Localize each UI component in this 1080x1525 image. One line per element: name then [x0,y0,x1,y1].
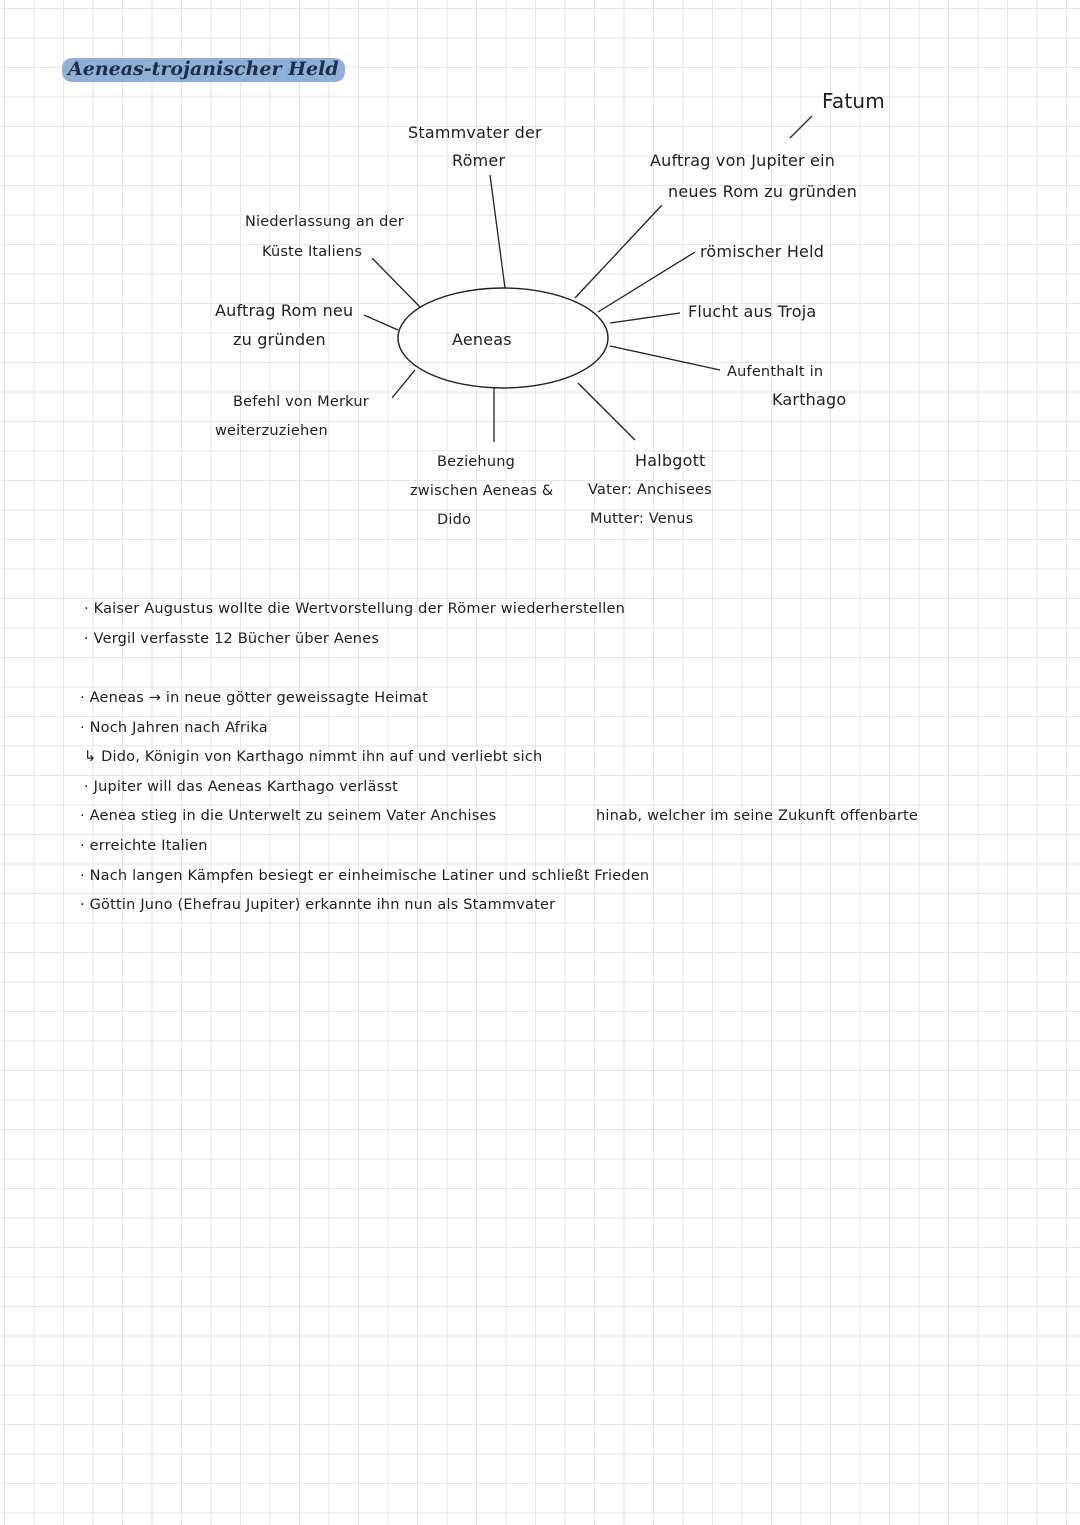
node-halbgott-2: Vater: Anchisees [588,482,712,498]
node-befehl-1: Befehl von Merkur [233,394,369,410]
page-title: Aeneas-trojanischer Held [62,58,345,82]
node-aufenthalt-2: Karthago [772,390,847,409]
node-beziehung-2: zwischen Aeneas & [410,483,554,499]
line-aufenthalt [610,346,720,370]
note-line-6: · erreichte Italien [80,838,208,854]
node-befehl-2: weiterzuziehen [215,423,328,439]
node-auftrag-rom-2: zu gründen [233,330,326,349]
node-flucht: Flucht aus Troja [688,302,817,321]
line-roemischer-held [598,252,695,312]
line-halbgott [578,383,635,440]
node-stammvater-2: Römer [452,151,506,170]
note-line-7: · Nach langen Kämpfen besiegt er einheimische Latiner und schließt Frieden [80,868,650,884]
node-beziehung-1: Beziehung [437,454,516,470]
line-auftrag-rom [364,315,398,330]
node-halbgott-3: Mutter: Venus [590,511,694,527]
node-center: Aeneas [452,330,512,349]
line-stammvater [490,175,505,288]
note-line-8: · Göttin Juno (Ehefrau Jupiter) erkannte ihn nun als Stammvater [80,897,556,913]
line-flucht [610,313,680,323]
note-line-3: ↳ Dido, Königin von Karthago nimmt ihn auf und verliebt sich [84,749,543,765]
node-niederlassung-2: Küste Italiens [262,244,363,260]
note-line-4: · Jupiter will das Aeneas Karthago verlässt [84,779,398,795]
node-aufenthalt-1: Aufenthalt in [727,364,824,380]
node-stammvater-1: Stammvater der [408,123,542,142]
node-niederlassung-1: Niederlassung an der [245,214,404,230]
line-befehl [392,370,415,398]
line-auftrag-jupiter [575,205,662,298]
node-halbgott-1: Halbgott [635,451,706,470]
node-beziehung-3: Dido [437,512,472,528]
note-line-1: · Aeneas → in neue götter geweissagte Heimat [80,690,429,706]
note-vergil: · Vergil verfasste 12 Bücher über Aenes [84,631,380,647]
line-fatum [790,116,812,138]
node-roemischer-held: römischer Held [700,242,825,261]
node-auftrag-jupiter-1: Auftrag von Jupiter ein [650,151,836,170]
note-line-2: · Noch Jahren nach Afrika [80,720,268,736]
line-niederlassung [372,258,420,307]
note-augustus: · Kaiser Augustus wollte die Wertvorstellung der Römer wiederherstellen [84,601,626,617]
node-fatum: Fatum [822,89,885,113]
node-auftrag-rom-1: Auftrag Rom neu [215,301,354,320]
note-line-5b: hinab, welcher im seine Zukunft offenbarte [596,808,919,824]
node-auftrag-jupiter-2: neues Rom zu gründen [668,182,858,201]
note-line-5: · Aenea stieg in die Unterwelt zu seinem Vater Anchises [80,808,497,824]
